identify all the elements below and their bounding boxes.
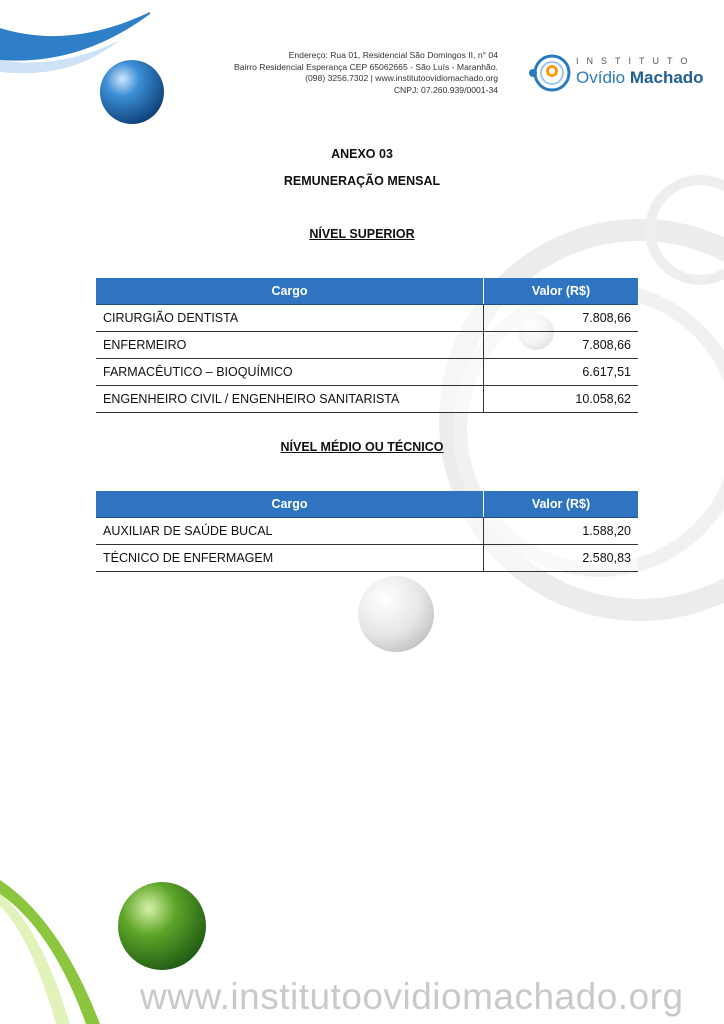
- table-row: [96, 386, 638, 413]
- section-heading-superior: NÍVEL SUPERIOR: [309, 227, 415, 241]
- cargo-cell: TÉCNICO DE ENFERMAGEM: [96, 545, 484, 572]
- footer-website-url: www.institutoovidiomachado.org: [140, 976, 684, 1017]
- cargo-cell: ENFERMEIRO: [96, 332, 484, 359]
- address-line-4: CNPJ: 07.260.939/0001-34: [393, 84, 498, 95]
- section-heading-medio: NÍVEL MÉDIO OU TÉCNICO: [280, 440, 444, 454]
- column-header-valor: Valor (R$): [484, 278, 639, 305]
- cargo-cell: FARMACÊUTICO – BIOQUÍMICO: [96, 359, 484, 386]
- column-header-valor: Valor (R$): [484, 491, 639, 518]
- logo-emblem-icon: [526, 52, 572, 94]
- table-header-row: [96, 491, 638, 518]
- table-header-row: [96, 278, 638, 305]
- valor-cell: 6.617,51: [484, 359, 639, 386]
- address-line-1: Endereço: Rua 01, Residencial São Domingos II, n° 04: [288, 50, 498, 60]
- table-row: [96, 545, 638, 572]
- address-line-3: (098) 3256.7302 | www.institutoovidiomachado.org: [305, 73, 498, 84]
- table-row: [96, 359, 638, 386]
- cargo-cell: CIRURGIÃO DENTISTA: [96, 305, 484, 332]
- table-row: [96, 305, 638, 332]
- valor-cell: 1.588,20: [484, 518, 639, 545]
- address-line-2: Bairro Residencial Esperança CEP 65062665 - São Luís - Maranhão.: [233, 61, 498, 72]
- valor-cell: 2.580,83: [484, 545, 639, 572]
- logo-name-bold: Machado: [629, 68, 704, 87]
- cargo-cell: AUXILIAR DE SAÚDE BUCAL: [96, 518, 484, 545]
- salary-table-superior: [96, 278, 638, 413]
- salary-table-medio: [96, 491, 638, 572]
- column-header-cargo: Cargo: [96, 278, 484, 305]
- annex-title: ANEXO 03: [331, 147, 393, 161]
- logo-name: [576, 68, 704, 88]
- valor-cell: 10.058,62: [484, 386, 639, 413]
- logo-name-regular: Ovídio: [576, 68, 626, 87]
- cargo-cell: ENGENHEIRO CIVIL / ENGENHEIRO SANITARISTA: [96, 386, 484, 413]
- table-row: [96, 332, 638, 359]
- institute-logo: [526, 52, 706, 94]
- header-address: [138, 50, 498, 96]
- valor-cell: 7.808,66: [484, 332, 639, 359]
- table-row: [96, 518, 638, 545]
- logo-top-text: INSTITUTO: [576, 56, 696, 66]
- column-header-cargo: Cargo: [96, 491, 484, 518]
- valor-cell: 7.808,66: [484, 305, 639, 332]
- document-title: REMUNERAÇÃO MENSAL: [283, 174, 441, 188]
